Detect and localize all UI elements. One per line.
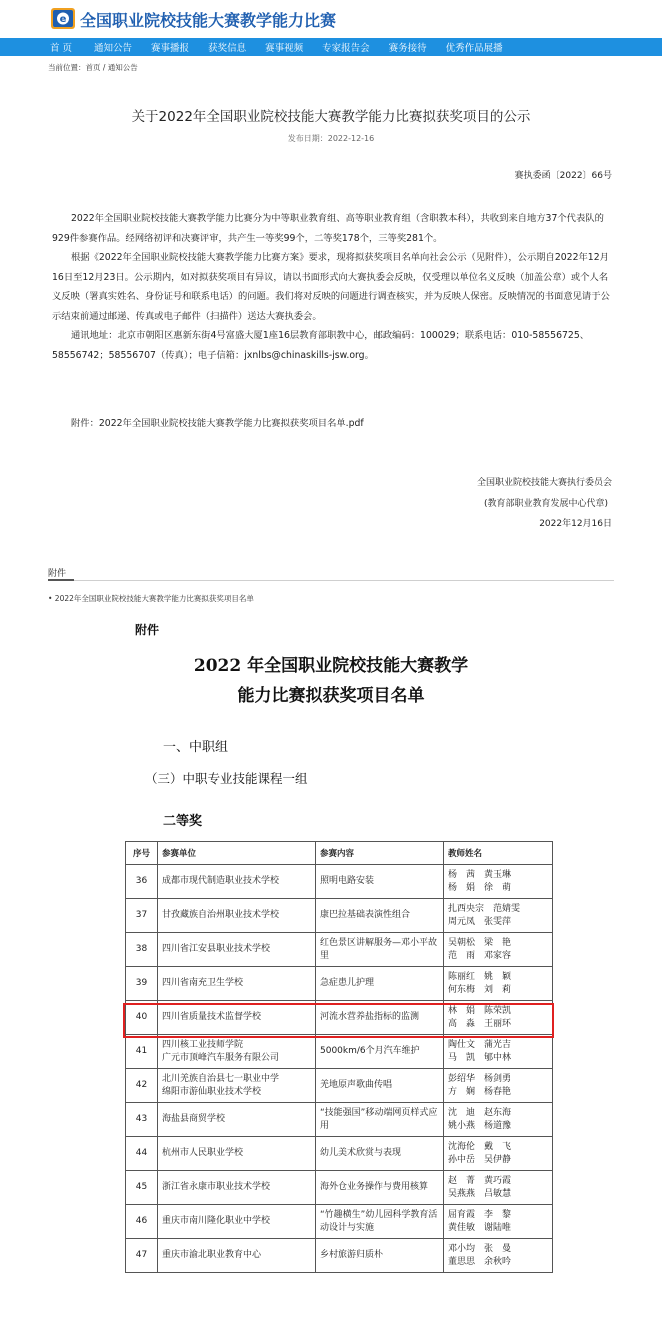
signature-date: 2022年12月16日 — [539, 519, 612, 529]
col-header-teachers: 教师姓名 — [444, 842, 553, 865]
teacher-names-line: 沈 迪 赵东海 — [448, 1107, 512, 1118]
cell-teachers — [444, 967, 553, 1001]
table-row — [126, 1001, 553, 1035]
nav-home[interactable]: 首 页 — [50, 43, 73, 54]
teacher-names-line: 姚小燕 杨道豫 — [448, 1120, 512, 1131]
col-header-no: 序号 — [126, 842, 158, 865]
cell-content: “技能强国”移动端网页样式应用 — [316, 1103, 444, 1137]
cell-no: 37 — [126, 899, 158, 933]
table-row — [126, 1205, 553, 1239]
teacher-names-line: 方 娴 杨春艳 — [448, 1086, 512, 1097]
teacher-names-line: 陶仕文 蒲光吉 — [448, 1039, 512, 1050]
nav-awards[interactable]: 获奖信息 — [208, 43, 247, 54]
site-title[interactable]: 全国职业院校技能大赛教学能力比赛 — [80, 11, 337, 30]
cell-content: 康巴拉基础表演性组合 — [316, 899, 444, 933]
cell-no: 40 — [126, 1001, 158, 1035]
cell-teachers — [444, 1171, 553, 1205]
teacher-names-line: 吴朝松 梁 艳 — [448, 937, 512, 948]
cell-content: 幼儿美术欣赏与表现 — [316, 1137, 444, 1171]
paragraph-summary: 2022年全国职业院校技能大赛教学能力比赛分为中等职业教育组、高等职业教育组（含职教本科），共收到来自地方37个代表队的929件参赛作品。经网络初评和决赛评审，共产生一等奖99个，二等奖178个，三等奖281个。 — [52, 213, 604, 244]
attachment-file-link[interactable]: • 2022年全国职业院校技能大赛教学能力比赛拟获奖项目名单 — [48, 594, 254, 603]
cell-unit: 四川省南充卫生学校 — [158, 967, 316, 1001]
teacher-names-line: 沈海伦 戴 飞 — [448, 1141, 512, 1152]
article-title: 关于2022年全国职业院校技能大赛教学能力比赛拟获奖项目的公示 — [131, 109, 531, 125]
teacher-names-line: 范 雨 邓家容 — [448, 950, 512, 961]
cell-content: 照明电路安装 — [316, 865, 444, 899]
teacher-names-line: 吴燕燕 吕敏慧 — [448, 1188, 512, 1199]
nav-news[interactable]: 赛事播报 — [151, 43, 190, 54]
cell-no: 41 — [126, 1035, 158, 1069]
table-row — [126, 967, 553, 1001]
table-row — [126, 1137, 553, 1171]
cell-teachers — [444, 1103, 553, 1137]
cell-content: 河流水营养盐指标的监测 — [316, 1001, 444, 1035]
teacher-names-line: 孙中岳 吴伊静 — [448, 1154, 512, 1165]
doc-attachment-label: 附件 — [135, 623, 160, 637]
teacher-names-line: 邓小均 张 曼 — [448, 1243, 512, 1254]
nav-showcase[interactable]: 优秀作品展播 — [445, 43, 503, 54]
cell-unit: 四川省质量技术监督学校 — [158, 1001, 316, 1035]
awards-table — [125, 841, 553, 1273]
svg-text:e: e — [59, 14, 67, 25]
teacher-names-line: 杨 茜 黄玉琳 — [448, 869, 512, 880]
cell-unit: 浙江省永康市职业技术学校 — [158, 1171, 316, 1205]
document-number: 赛执委函〔2022〕66号 — [514, 171, 612, 181]
table-row — [126, 1239, 553, 1273]
table-row — [126, 933, 553, 967]
cell-no: 45 — [126, 1171, 158, 1205]
attachments-tab[interactable]: 附件 — [48, 569, 67, 579]
cell-unit: 成都市现代制造职业技术学校 — [158, 865, 316, 899]
teacher-names-line: 黄佳敏 谢陆唯 — [448, 1222, 512, 1233]
table-header-row — [126, 842, 553, 865]
table-row — [126, 865, 553, 899]
nav-expert-reports[interactable]: 专家报告会 — [322, 43, 370, 54]
signature-proxy: (教育部职业教育发展中心代章) — [483, 499, 608, 509]
subgroup-heading: （三）中职专业技能课程一组 — [145, 771, 308, 786]
cell-teachers — [444, 1001, 553, 1035]
teacher-names-line: 林 娟 陈荣凯 — [448, 1005, 512, 1016]
cell-content: 5000km/6个月汽车维护 — [316, 1035, 444, 1069]
teacher-names-line: 杨 娟 徐 萌 — [448, 882, 512, 893]
cell-no: 43 — [126, 1103, 158, 1137]
table-row — [126, 1035, 553, 1069]
cell-unit: 重庆市渝北职业教育中心 — [158, 1239, 316, 1273]
table-row — [126, 1103, 553, 1137]
cell-no: 47 — [126, 1239, 158, 1273]
cell-teachers — [444, 1205, 553, 1239]
col-header-unit: 参赛单位 — [158, 842, 316, 865]
award-level-heading: 二等奖 — [163, 814, 203, 829]
attachments-tab-underline — [48, 579, 74, 581]
cell-no: 42 — [126, 1069, 158, 1103]
cell-teachers — [444, 1035, 553, 1069]
cell-no: 38 — [126, 933, 158, 967]
teacher-names-line: 扎西央宗 范婧雯 — [448, 903, 521, 914]
teacher-names-line: 赵 菁 黄巧霞 — [448, 1175, 512, 1186]
awards-table-body — [126, 865, 553, 1273]
cell-content: 海外仓业务操作与费用核算 — [316, 1171, 444, 1205]
cell-content: 急症患儿护理 — [316, 967, 444, 1001]
doc-title-line2: 能力比赛拟获奖项目名单 — [237, 686, 425, 706]
publish-date: 发布日期：2022-12-16 — [287, 134, 375, 143]
table-row — [126, 899, 553, 933]
group-heading: 一、中职组 — [163, 740, 229, 755]
cell-unit: 海盐县商贸学校 — [158, 1103, 316, 1137]
attachment-link[interactable]: 附件：2022年全国职业院校技能大赛教学能力比赛拟获奖项目名单.pdf — [71, 418, 364, 429]
nav-notices[interactable]: 通知公告 — [94, 43, 133, 54]
teacher-names-line: 马 凯 郇中林 — [448, 1052, 512, 1063]
cell-teachers — [444, 1137, 553, 1171]
cell-no: 36 — [126, 865, 158, 899]
cell-teachers — [444, 933, 553, 967]
paragraph-objection: 根据《2022年全国职业院校技能大赛教学能力比赛方案》要求，现将拟获奖项目名单向社会公示（见附件），公示期自2022年12月16日至12月23日。公示期内，如对拟获奖项目有异议，请以书面形式向大赛执委会反映，仅受理以单位名义反映（加盖公章）或个人名义反映（署真实姓名、身份证号和联系电话）的问题。我们将对反映的问题进行调查核实，并为反映人保密。反映情况的书面意见请于公示结束前通过邮递、传真或电子邮件（扫描件）送达大赛执委会。 — [52, 252, 610, 322]
site-header — [0, 0, 662, 38]
nav-videos[interactable]: 赛事视频 — [265, 43, 304, 54]
cell-unit: 甘孜藏族自治州职业技术学校 — [158, 899, 316, 933]
teacher-names-line: 彭绍华 杨剑勇 — [448, 1073, 512, 1084]
teacher-names-line: 周元凤 张雯萍 — [448, 916, 512, 927]
attachments-divider — [48, 580, 614, 581]
teacher-names-line: 陈丽红 姚 颖 — [448, 971, 512, 982]
col-header-content: 参赛内容 — [316, 842, 444, 865]
breadcrumb[interactable]: 当前位置：首页 / 通知公告 — [48, 63, 138, 72]
cell-content: “竹趣横生”幼儿园科学教育活动设计与实施 — [316, 1205, 444, 1239]
teacher-names-line: 董思思 余秋吟 — [448, 1256, 512, 1267]
cell-teachers — [444, 865, 553, 899]
doc-title-line1: 2022 年全国职业院校技能大赛教学 — [193, 656, 469, 676]
cell-teachers — [444, 1239, 553, 1273]
signature-org: 全国职业院校技能大赛执行委员会 — [476, 478, 612, 488]
cell-no: 39 — [126, 967, 158, 1001]
cell-teachers — [444, 1069, 553, 1103]
cell-teachers — [444, 899, 553, 933]
cell-unit: 重庆市南川隆化职业中学校 — [158, 1205, 316, 1239]
teacher-names-line: 高 淼 王丽环 — [448, 1018, 512, 1029]
cell-content: 乡村旅游归质朴 — [316, 1239, 444, 1273]
paragraph-contact: 通讯地址：北京市朝阳区惠新东街4号富盛大厦1座16层教育部职教中心，邮政编码：100029；联系电话：010-58556725、58556742；58556707（传真）；电子信箱：jxnlbs@chinaskills-jsw.org。 — [52, 330, 590, 361]
cell-unit: 四川省江安县职业技术学校 — [158, 933, 316, 967]
cell-unit: 北川羌族自治县七一职业中学 绵阳市游仙职业技术学校 — [158, 1069, 316, 1103]
cell-unit: 四川核工业技师学院 广元市顶峰汽车服务有限公司 — [158, 1035, 316, 1069]
teacher-names-line: 何东梅 刘 莉 — [448, 984, 512, 995]
table-row — [126, 1069, 553, 1103]
cell-no: 44 — [126, 1137, 158, 1171]
site-logo-icon[interactable] — [50, 5, 76, 31]
cell-no: 46 — [126, 1205, 158, 1239]
table-row — [126, 1171, 553, 1205]
cell-content: 羌地原声歌曲传唱 — [316, 1069, 444, 1103]
main-nav — [0, 38, 662, 56]
teacher-names-line: 屈育霞 李 黎 — [448, 1209, 512, 1220]
nav-reception[interactable]: 赛务接待 — [388, 43, 427, 54]
cell-content: 红色景区讲解服务—邓小平故里 — [316, 933, 444, 967]
cell-unit: 杭州市人民职业学校 — [158, 1137, 316, 1171]
